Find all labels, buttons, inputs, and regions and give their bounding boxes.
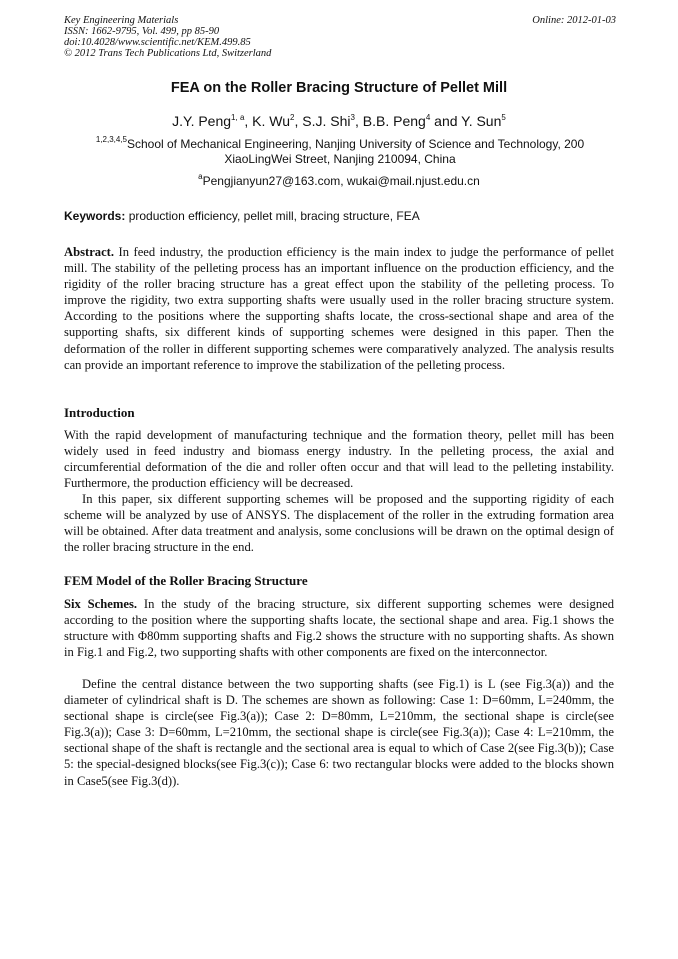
doi-line: doi:10.4028/www.scientific.net/KEM.499.85 bbox=[64, 37, 251, 48]
author: B.B. Peng$^4$ and bbox=[362, 113, 462, 129]
journal-header bbox=[64, 15, 616, 59]
author: Y. Sun$^5$ bbox=[461, 113, 506, 129]
fem-paragraph-1-text: In the study of the bracing structure, six different supporting schemes were designed according to the position where the supporting shafts locate, the sectional shape and area. Fig.1 shows the structure with Φ80mm supporting shafts and Fig.2 shows the structure with no supporting shafts. As shown in Fig.1 and Fig.2, two supporting shafts with other components are fixed on the interconnector. bbox=[64, 597, 615, 660]
keywords-text: production efficiency, pellet mill, bracing structure, FEA bbox=[128, 209, 420, 223]
affiliation bbox=[80, 137, 600, 167]
fem-heading: FEM Model of the Roller Bracing Structure bbox=[64, 573, 308, 588]
author: K. Wu$^2$, bbox=[252, 113, 303, 129]
affiliation-line-2: XiaoLingWei Street, Nanjing 210094, China bbox=[224, 152, 456, 166]
author-emails: $^a$Pengjianyun27@163.com, wukai@mail.njust.edu.cn bbox=[198, 172, 480, 188]
abstract bbox=[64, 244, 614, 373]
online-date: Online: 2012-01-03 bbox=[532, 15, 616, 26]
abstract-text: In feed industry, the production efficiency is the main index to judge the performance of pellet mill. The stability of the pelleting process has an important influence on the production efficiency, and the rigidity of the roller bracing structure has a great effect upon the stability of the pelleting process. To improve the rigidity, two extra supporting shafts were usually used in the roller bracing structure system. According to the positions where the supporting shafts locate, the cross-sectional shape and area of the supporting shafts, six different kinds of supporting schemes were designed in this paper. Then the deformation of the roller in different supporting schemes were comparatively analyzed. The analysis results can provide an important reference to improve the stabilization of the pelleting process. bbox=[64, 245, 614, 372]
fem-paragraph-1 bbox=[64, 596, 614, 660]
six-schemes-label: Six Schemes. bbox=[64, 597, 137, 611]
affiliation-line-1: School of Mechanical Engineering, Nanjing University of Science and Technology, 200 bbox=[126, 137, 585, 151]
fem-paragraph-2: Define the central distance between the two supporting shafts (see Fig.1) is L (see Fig.3(a)) and the diameter of cylindrical shaft is D. The schemes are shown as following: Case 1: D=60mm, L=240mm, the sectional shape is circle(see Fig.3(a)); Case 2: D=80mm, L=210mm, the sectional shape is circle(see Fig.3(a)); Case 3: D=60mm, L=210mm, the sectional shape is circle(see Fig.3(a)); Case 4: L=210mm, the sectional shape of the shaft is rectangle and the sectional area is equal to which of Case 2(see Fig.3(b)); Case 5: the special-designed blocks(see Fig.3(c)); Case 6: two rectangular blocks were added to the blocks shown in Case5(see Fig.3(d)). bbox=[64, 677, 614, 788]
author: J.Y. Peng$^{1, a}$, bbox=[172, 113, 253, 129]
email-text: Pengjianyun27@163.com, wukai@mail.njust.edu.cn bbox=[202, 174, 480, 188]
affiliation-marks: 1,2,3,4,5 bbox=[95, 135, 127, 144]
introduction-heading: Introduction bbox=[64, 405, 135, 420]
keywords-label: Keywords: bbox=[64, 209, 126, 223]
journal-name: Key Engineering Materials bbox=[64, 15, 179, 26]
introduction-paragraph-2: In this paper, six different supporting schemes will be proposed and the supporting rigidity of each scheme will be analyzed by use of ANSYS. The displacement of the roller in the extruding formation area will be obtained. After data treatment and analysis, some conclusions will be drawn on the optimal design of the roller bracing structure in the end. bbox=[64, 492, 614, 555]
keywords bbox=[64, 209, 616, 223]
issn-line: ISSN: 1662-9795, Vol. 499, pp 85-90 bbox=[64, 26, 220, 37]
abstract-label: Abstract. bbox=[64, 245, 115, 259]
author: S.J. Shi$^3$, bbox=[302, 113, 363, 129]
author-list bbox=[0, 113, 678, 129]
copyright-line: © 2012 Trans Tech Publications Ltd, Switzerland bbox=[64, 48, 272, 59]
introduction-paragraph-1: With the rapid development of manufacturing technique and the formation theory, pellet mill has been widely used in feed industry and biomass energy industry. In the pelleting process, the axial and circumferential deformation of the die and roller often occur and that will lead to the pelleting instability. Furthermore, the production efficiency will be decreased. bbox=[64, 428, 614, 491]
paper-title: FEA on the Roller Bracing Structure of Pellet Mill bbox=[170, 80, 508, 96]
